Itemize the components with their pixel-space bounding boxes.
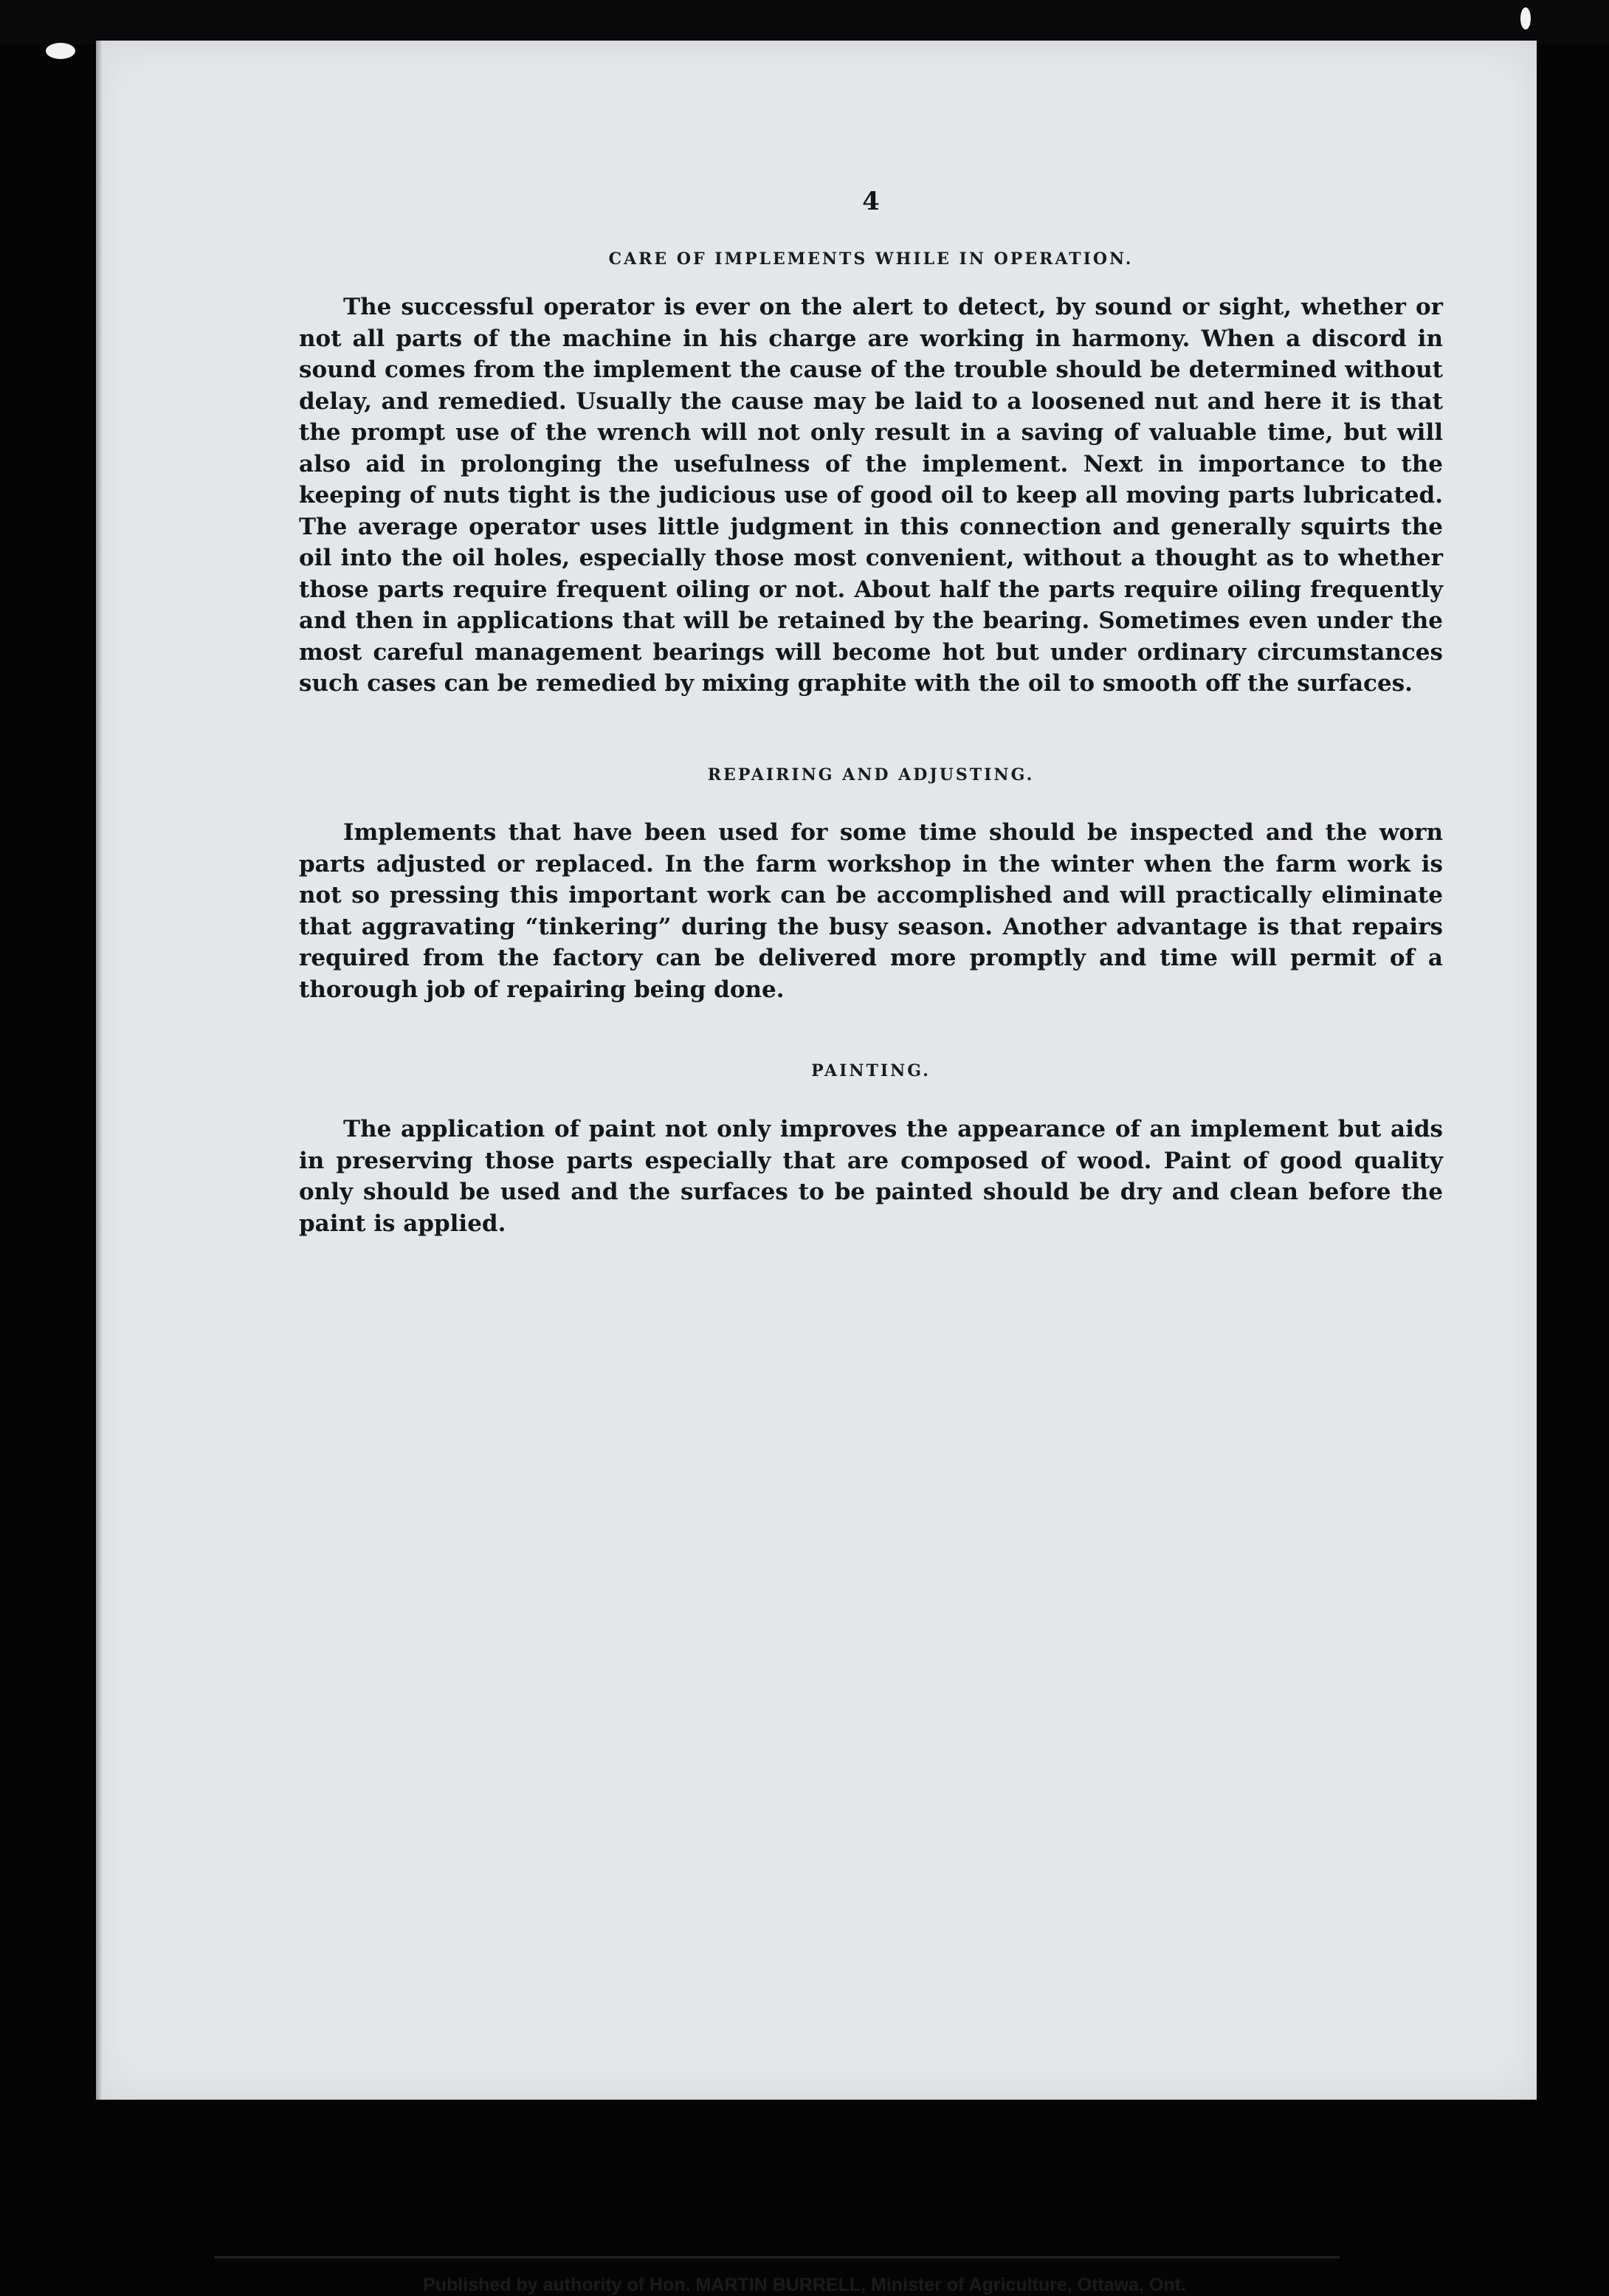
section-heading-painting: PAINTING. bbox=[811, 1061, 931, 1080]
scan-speck bbox=[1520, 7, 1531, 30]
section-body-painting: The application of paint not only improves the appearance of an implement but aids in preserving those parts especially that are composed of wood. Paint of good quality only should be used and the surfaces to be painted should be dry and clean before the paint is applied. bbox=[299, 1116, 1443, 1237]
section-heading-repairing: REPAIRING AND ADJUSTING. bbox=[707, 765, 1035, 785]
page-number: 4 bbox=[862, 187, 880, 216]
document-page bbox=[96, 41, 1537, 2100]
section-body-repairing: Implements that have been used for some time should be inspected and the worn parts adjusted or replaced. In the farm workshop in the winter when the farm work is not so pressing this important work can be accomplished and will practically eliminate that aggravating “tinkering” during the busy season. Another advantage is that repairs required from the factory can be delivered more promptly and time will permit of a thorough job of repairing being done. bbox=[299, 819, 1443, 1003]
scan-border bbox=[0, 0, 1609, 44]
publication-footer: Published by authority of Hon. MARTIN BURRELL, Minister of Agriculture, Ottawa, Ont. bbox=[423, 2275, 1186, 2295]
page-edge bbox=[96, 41, 103, 2100]
section-body-care: The successful operator is ever on the alert to detect, by sound or sight, whether or not all parts of the machine in his charge are working in harmony. When a discord in sound comes from the implement the cause of the trouble should be determined without delay, and remedied. Usually the cause may be laid to a loosened nut and here it is that the prompt use of the wrench will not only result in a saving of valuable time, but will also aid in prolonging the usefulness of the implement. Next in importance to the keeping of nuts tight is the judicious use of good oil to keep all moving parts lubricated. The average operator uses little judgment in this connection and generally squirts the oil into the oil holes, especially those most convenient, without a thought as to whether those parts require frequent oiling or not. About half the parts require oiling frequently and then in applications that will be retained by the bearing. Sometimes even under the most careful management bearings will become hot but under ordinary circumstances such cases can be remedied by mixing graphite with the oil to smooth off the surfaces. bbox=[299, 294, 1443, 697]
footer-rule bbox=[214, 2256, 1340, 2258]
scan-speck bbox=[46, 43, 75, 59]
section-heading-care: CARE OF IMPLEMENTS WHILE IN OPERATION. bbox=[608, 249, 1134, 269]
